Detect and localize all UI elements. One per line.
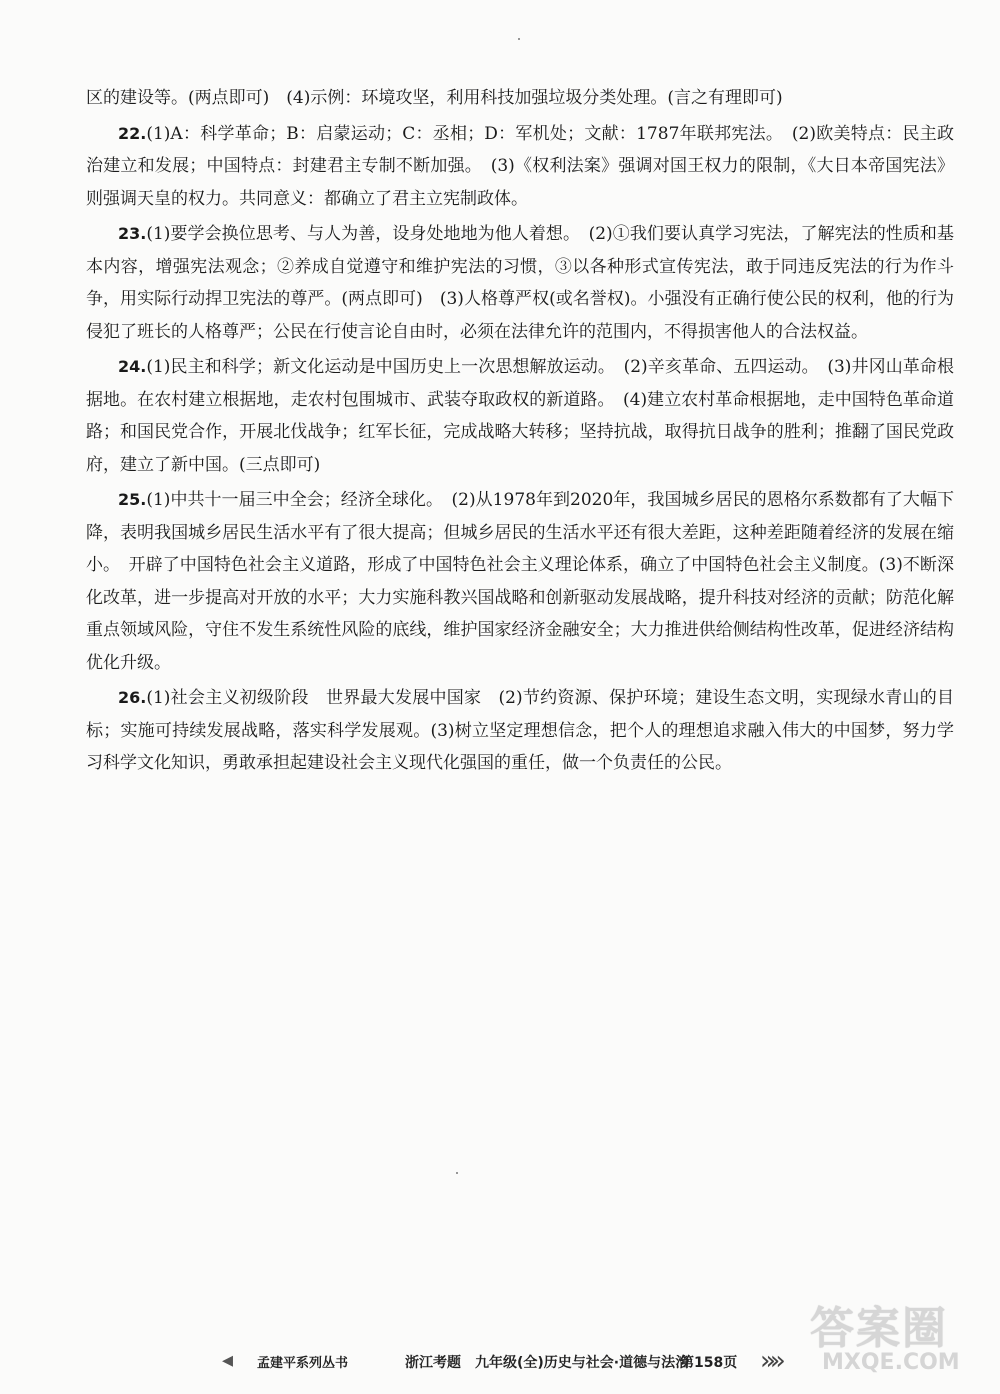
- scan-speck: [456, 1172, 458, 1174]
- answer-text: (1)民主和科学；新文化运动是中国历史上一次思想解放运动。 (2)辛亥革命、五四运动。 (3)井冈山革命根据地。在农村建立根据地，走农村包围城市、武装夺取政权的新道路。 (4)建立农村革命根据地，走中国特色革命道路；和国民党合作，开展北伐战争；红军长征，完成战略大转移；坚持抗战，取得抗日战争的胜利；推翻了国民党政府，建立了新中国。(三点即可): [86, 357, 954, 475]
- answer-text: (1)社会主义初级阶段 世界最大发展中国家 (2)节约资源、保护环境；建设生态文明，实现绿水青山的目标；实施可持续发展战略，落实科学发展观。(3)树立坚定理想信念，把个人的理想追求融入伟大的中国梦，努力学习科学文化知识，勇敢承担起建设社会主义现代化强国的重任，做一个负责任的公民。: [86, 688, 954, 773]
- answer-item-26: [86, 682, 954, 780]
- question-number: 26.: [118, 688, 147, 707]
- question-number: 22.: [118, 123, 147, 143]
- answer-text: (1)中共十一届三中全会；经济全球化。 (2)从1978年到2020年，我国城乡居民的恩格尔系数都有了大幅下降，表明我国城乡居民生活水平有了很大提高；但城乡居民的生活水平还有很大差距，这种差距随着经济的发展在缩小。 开辟了中国特色社会主义道路，形成了中国特色社会主义理论体系，确立了中国特色社会主义制度。(3)不断深化改革，进一步提高对开放的水平；大力实施科教兴国战略和创新驱动发展战略，提升科技对经济的贡献；防范化解重点领域风险，守住不发生系统性风险的底线，维护国家经济金融安全；大力推进供给侧结构性改革，促进经济结构优化升级。: [86, 490, 954, 673]
- watermark-url: MXQE.COM: [822, 1350, 960, 1375]
- question-number: 24.: [118, 357, 147, 376]
- answer-item-23: [86, 218, 954, 348]
- scan-speck: [518, 38, 520, 40]
- page-number: 第158页: [680, 1355, 738, 1371]
- book-title: 浙江考题 九年级(全)历史与社会·道德与法治: [405, 1355, 690, 1371]
- answer-item-25: [86, 484, 954, 679]
- answer-item-22: [86, 118, 954, 216]
- answer-text: (1)要学会换位思考、与人为善，设身处地地为他人着想。 (2)①我们要认真学习宪法，了解宪法的性质和基本内容，增强宪法观念；②养成自觉遵守和维护宪法的习惯，③以各种形式宣传宪法，敢于同违反宪法的行为作斗争，用实际行动捍卫宪法的尊严。(两点即可) (3)人格尊严权(或名誉权)。小强没有正确行使公民的权利，他的行为侵犯了班长的人格尊严；公民在行使言论自由时，必须在法律允许的范围内，不得损害他人的合法权益。: [86, 224, 954, 342]
- answer-continuation: 区的建设等。(两点即可) (4)示例：环境攻坚，利用科技加强垃圾分类处理。(言之有理即可): [86, 88, 783, 108]
- question-number: 23.: [118, 224, 147, 243]
- answer-text: (1)A：科学革命；B：启蒙运动；C：丞相；D：军机处；文献：1787年联邦宪法。 (2)欧美特点：民主政治建立和发展；中国特点：封建君主专制不断加强。 (3)《权利法案》强调对国王权力的限制，《大日本帝国宪法》则强调天皇的权力。共同意义：都确立了君主立宪制政体。: [86, 123, 954, 209]
- decorative-arrow-right-icon: »»: [760, 1346, 780, 1376]
- watermark-logo: 答案圈: [810, 1303, 948, 1354]
- answer-item-24: [86, 351, 954, 481]
- series-name: 孟建平系列丛书: [257, 1356, 349, 1371]
- question-number: 25.: [118, 490, 147, 509]
- decorative-arrow-left-icon: ◂: [222, 1348, 234, 1373]
- watermark: [800, 1290, 990, 1390]
- answer-content: [86, 82, 954, 780]
